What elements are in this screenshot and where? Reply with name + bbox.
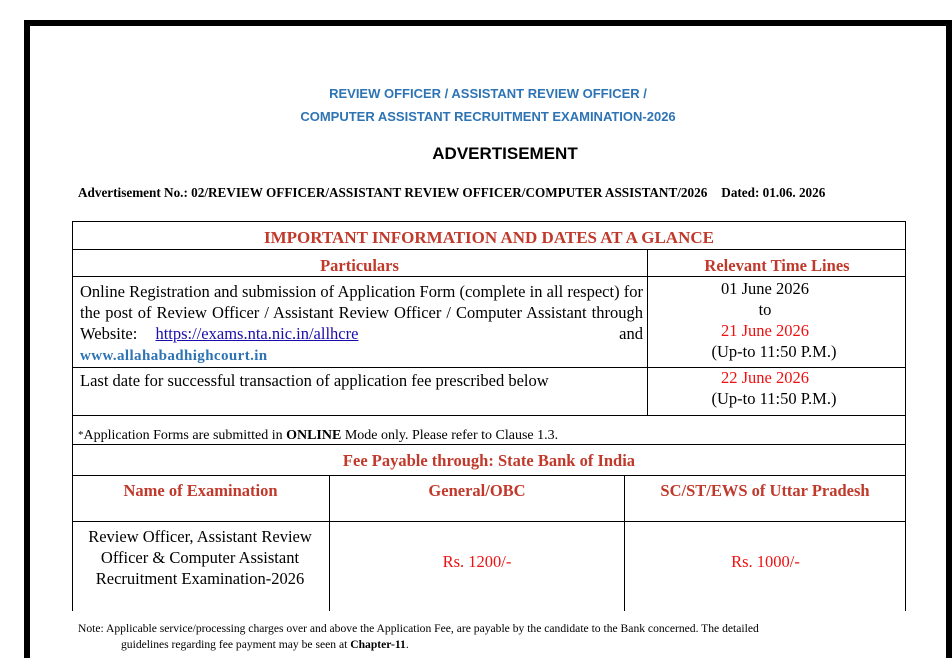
fee-transaction-particulars: Last date for successful transaction of application fee prescribed below [80, 371, 549, 390]
divider [72, 475, 906, 476]
page-border-right [946, 20, 952, 658]
header-line-2: COMPUTER ASSISTANT RECRUITMENT EXAMINATION-2026 [300, 109, 676, 124]
fee-table-heading: Fee Payable through: State Bank of India [342, 451, 636, 470]
registration-start-date: 01 June 2026 [721, 279, 809, 298]
footnote-line-2 [78, 637, 893, 653]
footnote-end: . [405, 638, 409, 651]
advertisement-date: Dated: 01.06. 2026 [721, 185, 826, 200]
info-table-heading: IMPORTANT INFORMATION AND DATES AT A GLANCE [264, 228, 714, 247]
online-mode-note-end: Mode only. Please refer to Clause 1.3. [341, 428, 559, 443]
online-mode-bold: ONLINE [286, 428, 342, 443]
fee-last-date: 22 June 2026 [721, 368, 809, 387]
registration-particulars [80, 281, 643, 367]
column-header-general: General/OBC [428, 481, 526, 500]
online-mode-note-text: Application Forms are submitted in [83, 428, 287, 443]
registration-text: Online Registration and submission of Application Form (complete in all respect) for the post of Review Officer / Assistant Review Officer / Computer Assistant through Website: [80, 282, 643, 343]
advertisement-number [78, 185, 825, 201]
nta-website-link[interactable]: https://exams.nta.nic.in/allhcre [155, 324, 359, 343]
divider [72, 415, 906, 416]
column-header-timelines: Relevant Time Lines [704, 256, 850, 275]
and-text: and [619, 324, 643, 343]
footnote-text: Note: Applicable service/processing charges over and above the Application Fee, are payable by the candidate to the Bank concerned. The detailed [78, 622, 759, 635]
chapter-reference: Chapter-11 [350, 638, 406, 651]
fee-upto: (Up-to 11:50 P.M.) [711, 389, 837, 408]
column-header-exam: Name of Examination [123, 481, 278, 500]
fee-footnote [78, 621, 893, 653]
divider [72, 276, 906, 277]
fee-transaction-timeline [648, 367, 882, 409]
registration-to: to [758, 300, 772, 319]
online-mode-note [78, 425, 558, 446]
column-header-reserved: SC/ST/EWS of Uttar Pradesh [660, 481, 870, 500]
registration-end-date: 21 June 2026 [721, 321, 809, 340]
high-court-website-link[interactable]: www.allahabadhighcourt.in [80, 348, 268, 364]
header-line-1: REVIEW OFFICER / ASSISTANT REVIEW OFFICER / [329, 86, 647, 101]
column-header-particulars: Particulars [320, 256, 399, 275]
advertisement-number-text: Advertisement No.: 02/REVIEW OFFICER/ASSISTANT REVIEW OFFICER/COMPUTER ASSISTANT/2026 [78, 185, 708, 200]
fee-reserved: Rs. 1000/- [731, 552, 800, 571]
fee-general: Rs. 1200/- [442, 552, 512, 571]
registration-timeline [648, 278, 882, 362]
page-title: ADVERTISEMENT [432, 144, 578, 163]
divider [72, 521, 906, 522]
footnote-line-2-text: guidelines regarding fee payment may be seen at [121, 638, 351, 651]
asterisk: * [78, 429, 84, 441]
registration-upto: (Up-to 11:50 P.M.) [711, 342, 837, 361]
divider [624, 475, 625, 611]
exam-name-cell: Review Officer, Assistant Review Officer & Computer Assistant Recruitment Examination-2026 [88, 527, 312, 588]
page-border-top [24, 20, 952, 26]
divider [72, 249, 906, 250]
